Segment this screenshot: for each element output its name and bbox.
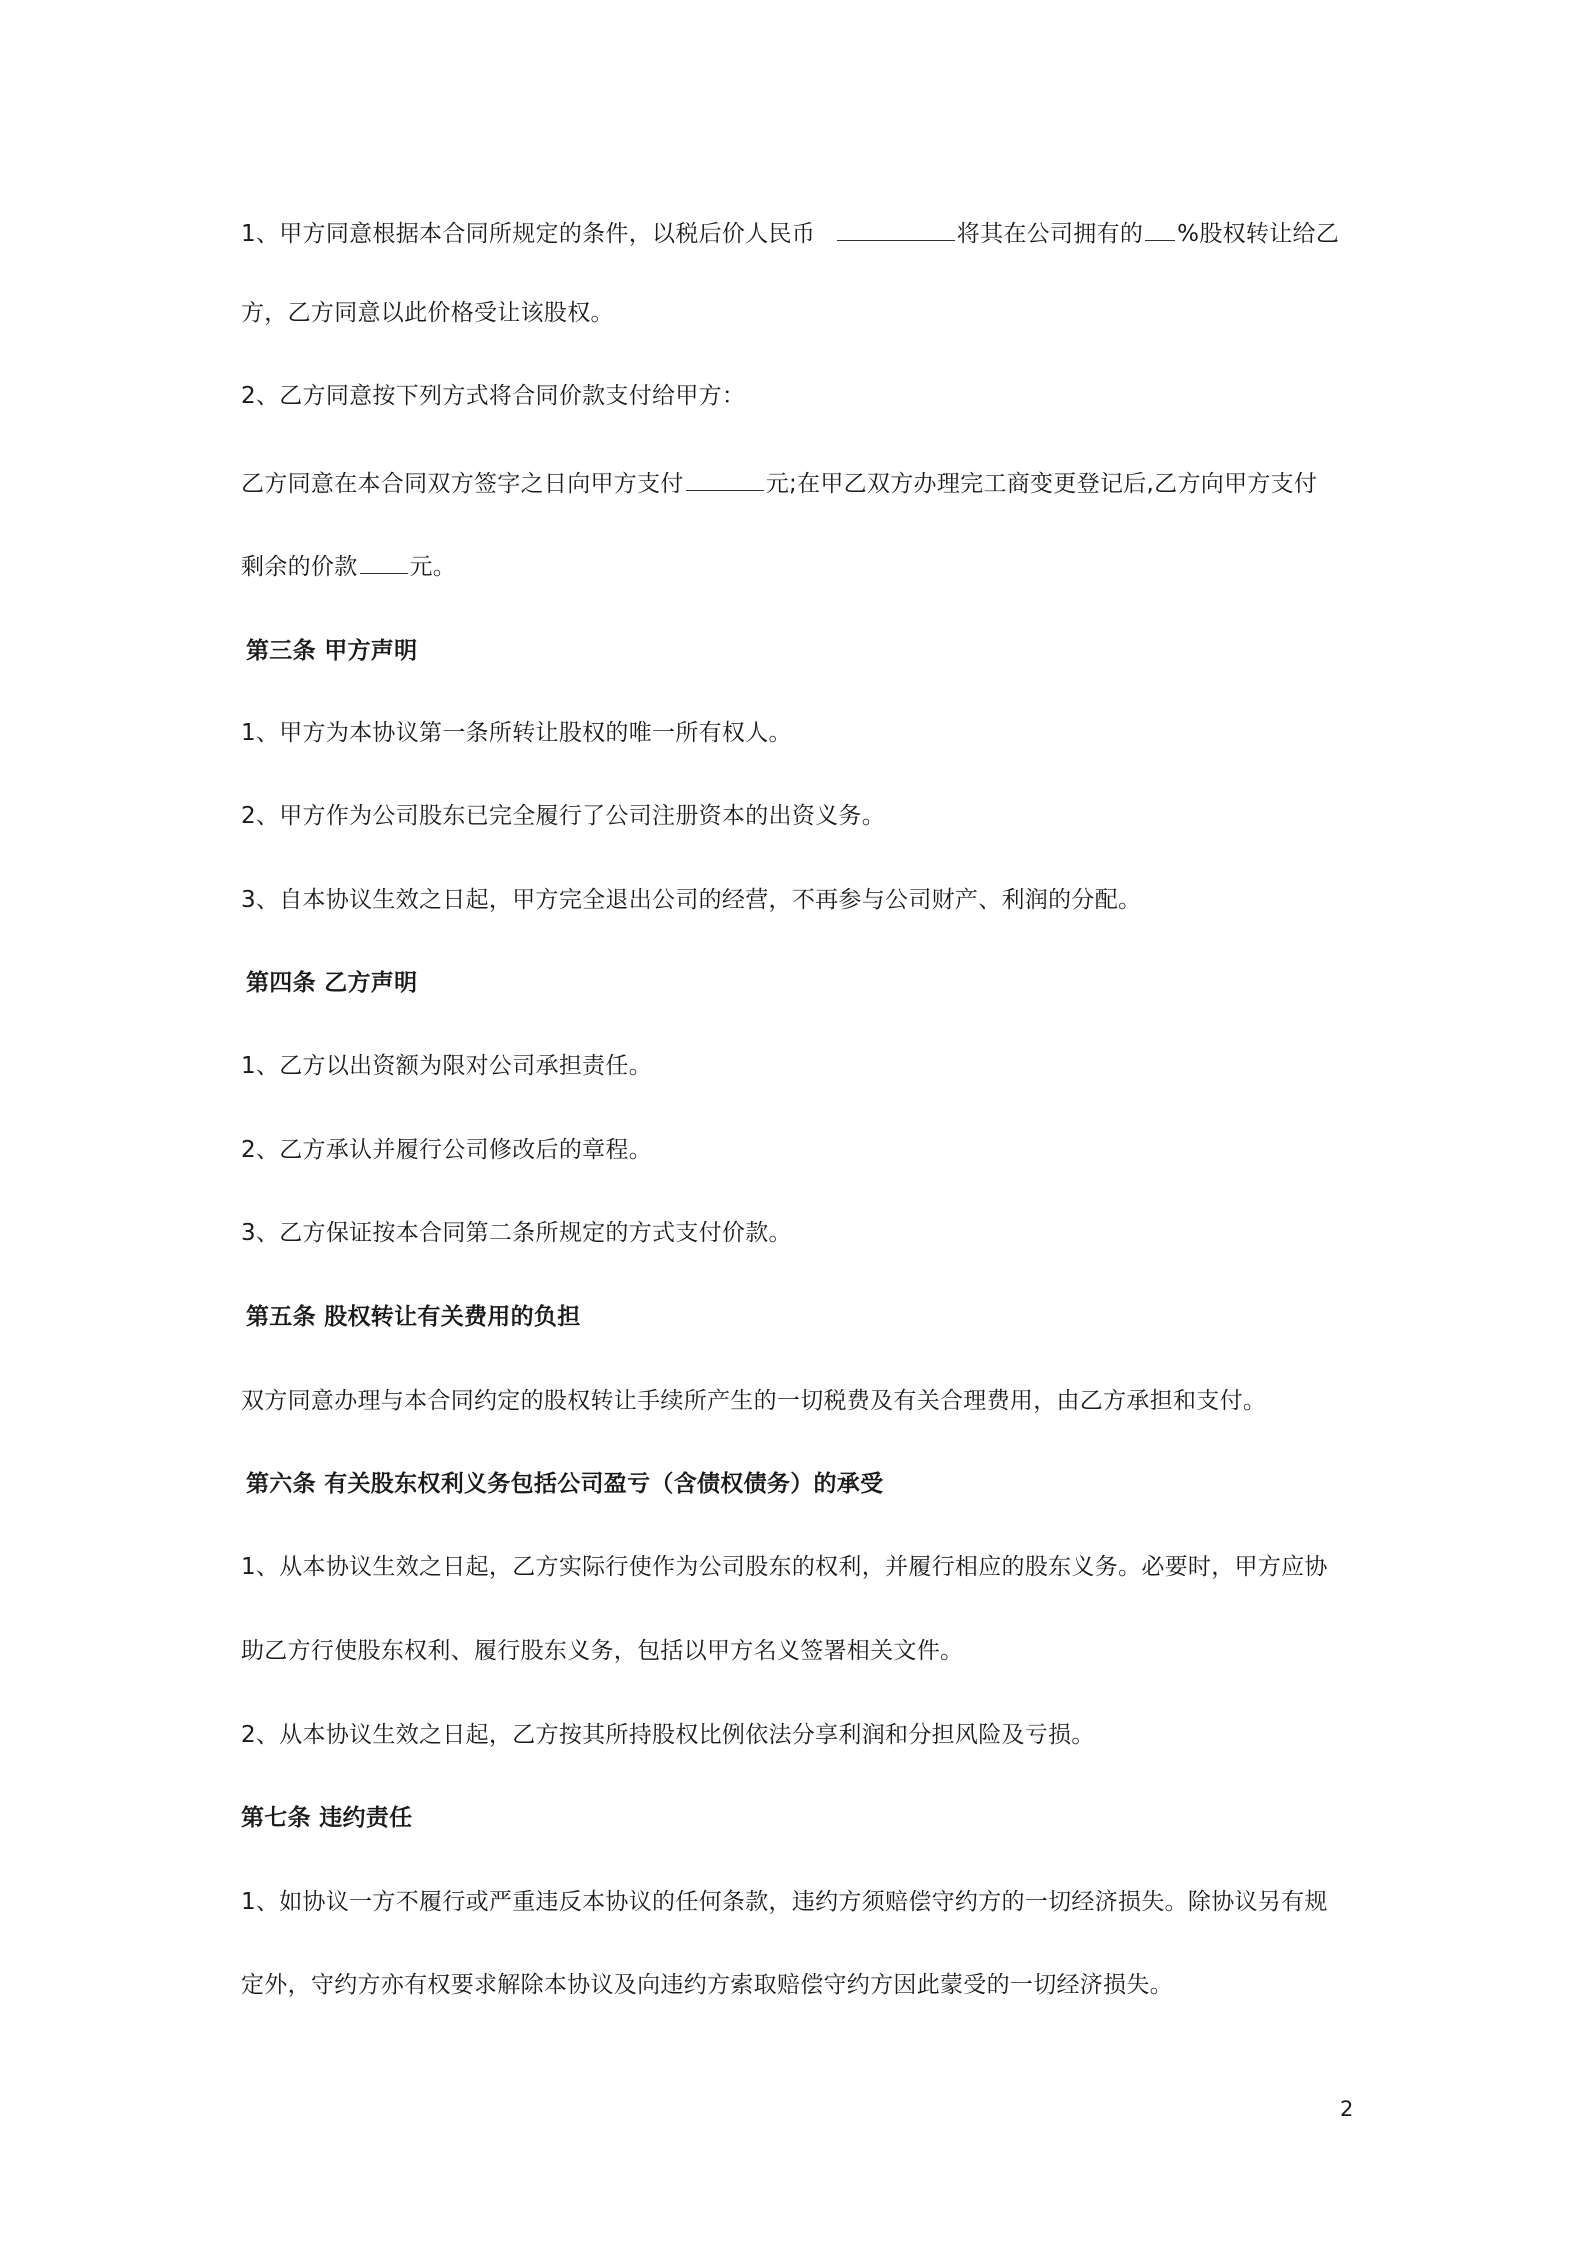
text-segment: 1、甲方同意根据本合同所规定的条件，以税后价人民币 (241, 221, 816, 247)
blank-remaining-payment-field (360, 551, 408, 574)
clause-6-para-2: 2、从本协议生效之日起，乙方按其所持股权比例依法分享利润和分担风险及亏损。 (241, 1722, 1095, 1748)
clause-4-heading: 第四条 乙方声明 (246, 970, 418, 996)
paragraph-price-line1 (241, 218, 1339, 249)
clause-6-para-1-line-1: 1、从本协议生效之日起，乙方实际行使作为公司股东的权利，并履行相应的股东义务。必要时，甲方应协 (241, 1554, 1328, 1580)
clause-6-heading: 第六条 有关股东权利义务包括公司盈亏（含债权债务）的承受 (246, 1471, 884, 1497)
paragraph-price-line2: 方，乙方同意以此价格受让该股权。 (241, 300, 614, 326)
text-segment: 元;在甲乙双方办理完工商变更登记后,乙方向甲方支付 (765, 471, 1318, 497)
text-segment: 元。 (409, 554, 457, 580)
clause-4-item-3: 3、乙方保证按本合同第二条所规定的方式支付价款。 (241, 1220, 792, 1246)
blank-price-field (837, 218, 955, 241)
paragraph-payment-line1 (241, 468, 1317, 499)
paragraph-payment-line2 (241, 551, 456, 582)
clause-5-text: 双方同意办理与本合同约定的股权转让手续所产生的一切税费及有关合理费用，由乙方承担和支付。 (241, 1388, 1267, 1414)
clause-3-item-2: 2、甲方作为公司股东已完全履行了公司注册资本的出资义务。 (241, 803, 886, 829)
page-number: 2 (1340, 2097, 1354, 2121)
clause-6-para-1-line-2: 助乙方行使股东权利、履行股东义务，包括以甲方名义签署相关文件。 (241, 1638, 964, 1664)
text-segment: 乙方同意在本合同双方签字之日向甲方支付 (241, 471, 684, 497)
clause-7-para-1-line-2: 定外，守约方亦有权要求解除本协议及向违约方索取赔偿守约方因此蒙受的一切经济损失。 (241, 1972, 1173, 1998)
clause-4-item-2: 2、乙方承认并履行公司修改后的章程。 (241, 1137, 653, 1163)
clause-3-heading: 第三条 甲方声明 (246, 638, 418, 664)
text-segment: 将其在公司拥有的 (956, 221, 1144, 247)
clause-4-item-1: 1、乙方以出资额为限对公司承担责任。 (241, 1053, 653, 1079)
clause-3-item-3: 3、自本协议生效之日起，甲方完全退出公司的经营，不再参与公司财产、利润的分配。 (241, 887, 1142, 913)
clause-7-para-1-line-1: 1、如协议一方不履行或严重违反本协议的任何条款，违约方须赔偿守约方的一切经济损失。除协议另有规 (241, 1889, 1328, 1915)
paragraph-payment-method: 2、乙方同意按下列方式将合同价款支付给甲方： (241, 383, 746, 409)
blank-first-payment-field (686, 468, 764, 491)
text-segment: 剩余的价款 (241, 554, 358, 580)
clause-5-heading: 第五条 股权转让有关费用的负担 (246, 1304, 581, 1330)
clause-7-heading: 第七条 违约责任 (241, 1805, 413, 1831)
blank-percent-field (1145, 218, 1175, 241)
clause-3-item-1: 1、甲方为本协议第一条所转让股权的唯一所有权人。 (241, 720, 792, 746)
text-segment: %股权转让给乙 (1177, 221, 1340, 247)
